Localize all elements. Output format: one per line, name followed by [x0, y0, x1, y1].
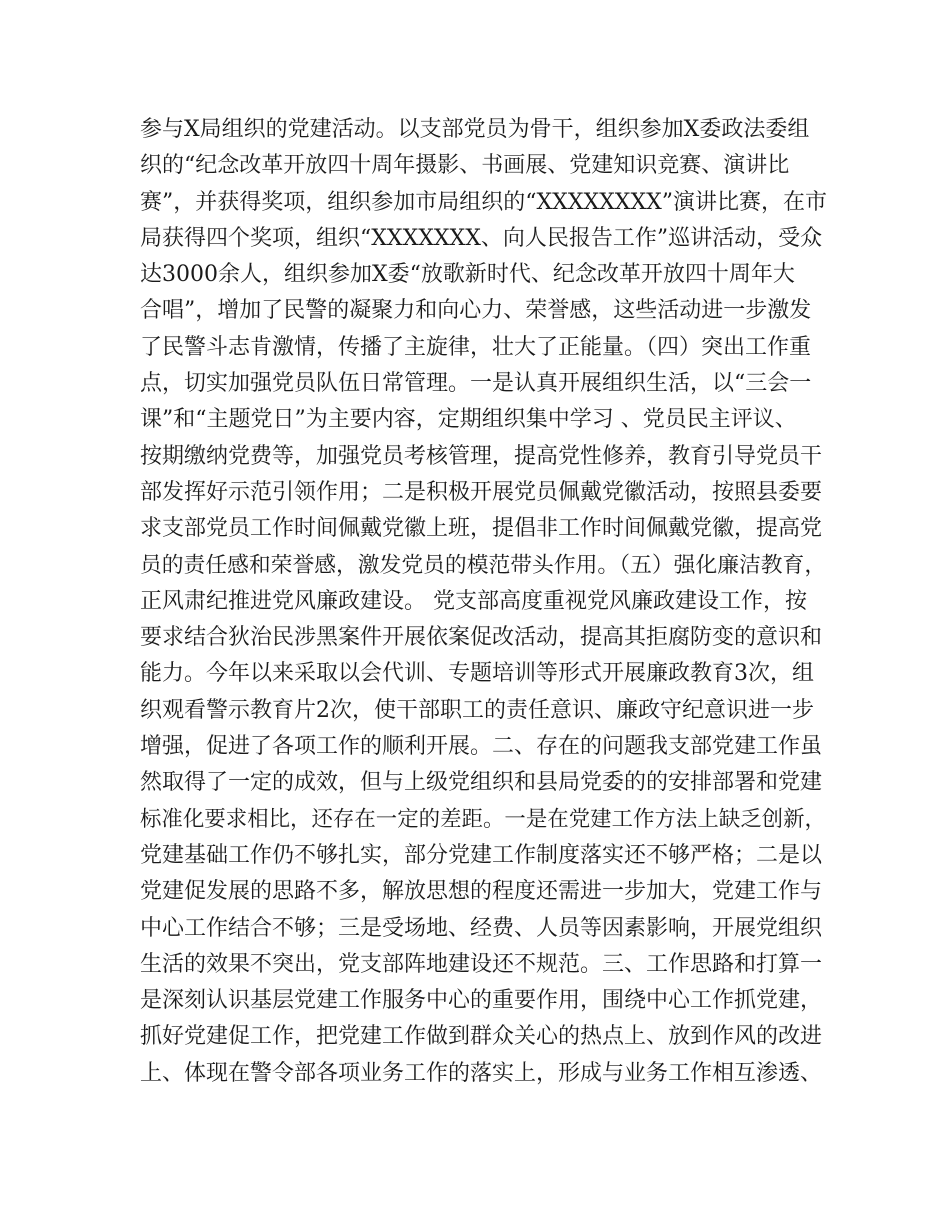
body-text [140, 112, 830, 1092]
text-line: 课”和“主题党日”为主要内容，定期组织集中学习 、党员民主评议、 [140, 407, 797, 433]
text-line: 上、体现在警令部各项业务工作的落实上，形成与业务工作相互渗透、 [140, 1060, 823, 1086]
text-line: 按期缴纳党费等，加强党员考核管理，提高党性修养，教育引导党员干 [140, 443, 823, 469]
text-line: 中心工作结合不够；三是受场地、经费、人员等因素影响，开展党组织 [140, 915, 823, 941]
text-line: 党建促发展的思路不多，解放思想的程度还需进一步加大，党建工作与 [140, 879, 823, 905]
text-line: 合唱”，增加了民警的凝聚力和向心力、荣誉感，这些活动进一步激发 [140, 298, 812, 324]
text-line: 正风肃纪推进党风廉政建设。 党支部高度重视党风廉政建设工作，按 [140, 588, 807, 614]
text-line: 标准化要求相比，还存在一定的差距。一是在党建工作方法上缺乏创新， [140, 806, 826, 832]
text-line: 织的“纪念改革开放四十周年摄影、书画展、党建知识竞赛、演讲比 [140, 153, 790, 179]
text-line: 要求结合狄治民涉黑案件开展依案促改活动，提高其拒腐防变的意识和 [140, 625, 823, 651]
text-line: 能力。今年以来采取以会代训、专题培训等形式开展廉政教育3次，组 [140, 661, 814, 687]
text-line: 生活的效果不突出，党支部阵地建设还不规范。三、工作思路和打算一 [140, 951, 823, 977]
text-line: 了民警斗志肯激情，传播了主旋律，壮大了正能量。（四）突出工作重 [140, 334, 812, 360]
text-line: 是深刻认识基层党建工作服务中心的重要作用，围绕中心工作抓党建， [140, 988, 823, 1014]
text-line: 织观看警示教育片2次，使干部职工的责任意识、廉政守纪意识进一步 [140, 697, 814, 723]
text-line: 然取得了一定的成效，但与上级党组织和县局党委的的安排部署和党建 [140, 770, 823, 796]
text-line: 赛”，并获得奖项，组织参加市局组织的“XXXXXXXX”演讲比赛，在市 [140, 189, 828, 215]
text-line: 党建基础工作仍不够扎实，部分党建工作制度落实还不够严格；二是以 [140, 842, 823, 868]
text-line: 点，切实加强党员队伍日常管理。一是认真开展组织生活，以“三会一 [140, 371, 812, 397]
text-line: 部发挥好示范引领作用；二是积极开展党员佩戴党徽活动，按照县委要 [140, 479, 823, 505]
text-line: 参与X局组织的党建活动。以支部党员为骨干，组织参加X委政法委组 [140, 117, 810, 142]
text-line: 增强，促进了各项工作的顺利开展。二、存在的问题我支部党建工作虽 [140, 734, 823, 760]
text-line: 达3000余人，组织参加X委“放歌新时代、纪念改革开放四十周年大 [140, 262, 795, 288]
text-line: 求支部党员工作时间佩戴党徽上班，提倡非工作时间佩戴党徽，提高党 [140, 516, 823, 542]
text-line: 员的责任感和荣誉感，激发党员的模范带头作用。（五）强化廉洁教育， [140, 552, 827, 578]
text-line: 局获得四个奖项，组织“XXXXXXX、向人民报告工作”巡讲活动，受众 [140, 225, 823, 251]
text-line: 抓好党建促工作，把党建工作做到群众关心的热点上、放到作风的改进 [140, 1024, 823, 1050]
